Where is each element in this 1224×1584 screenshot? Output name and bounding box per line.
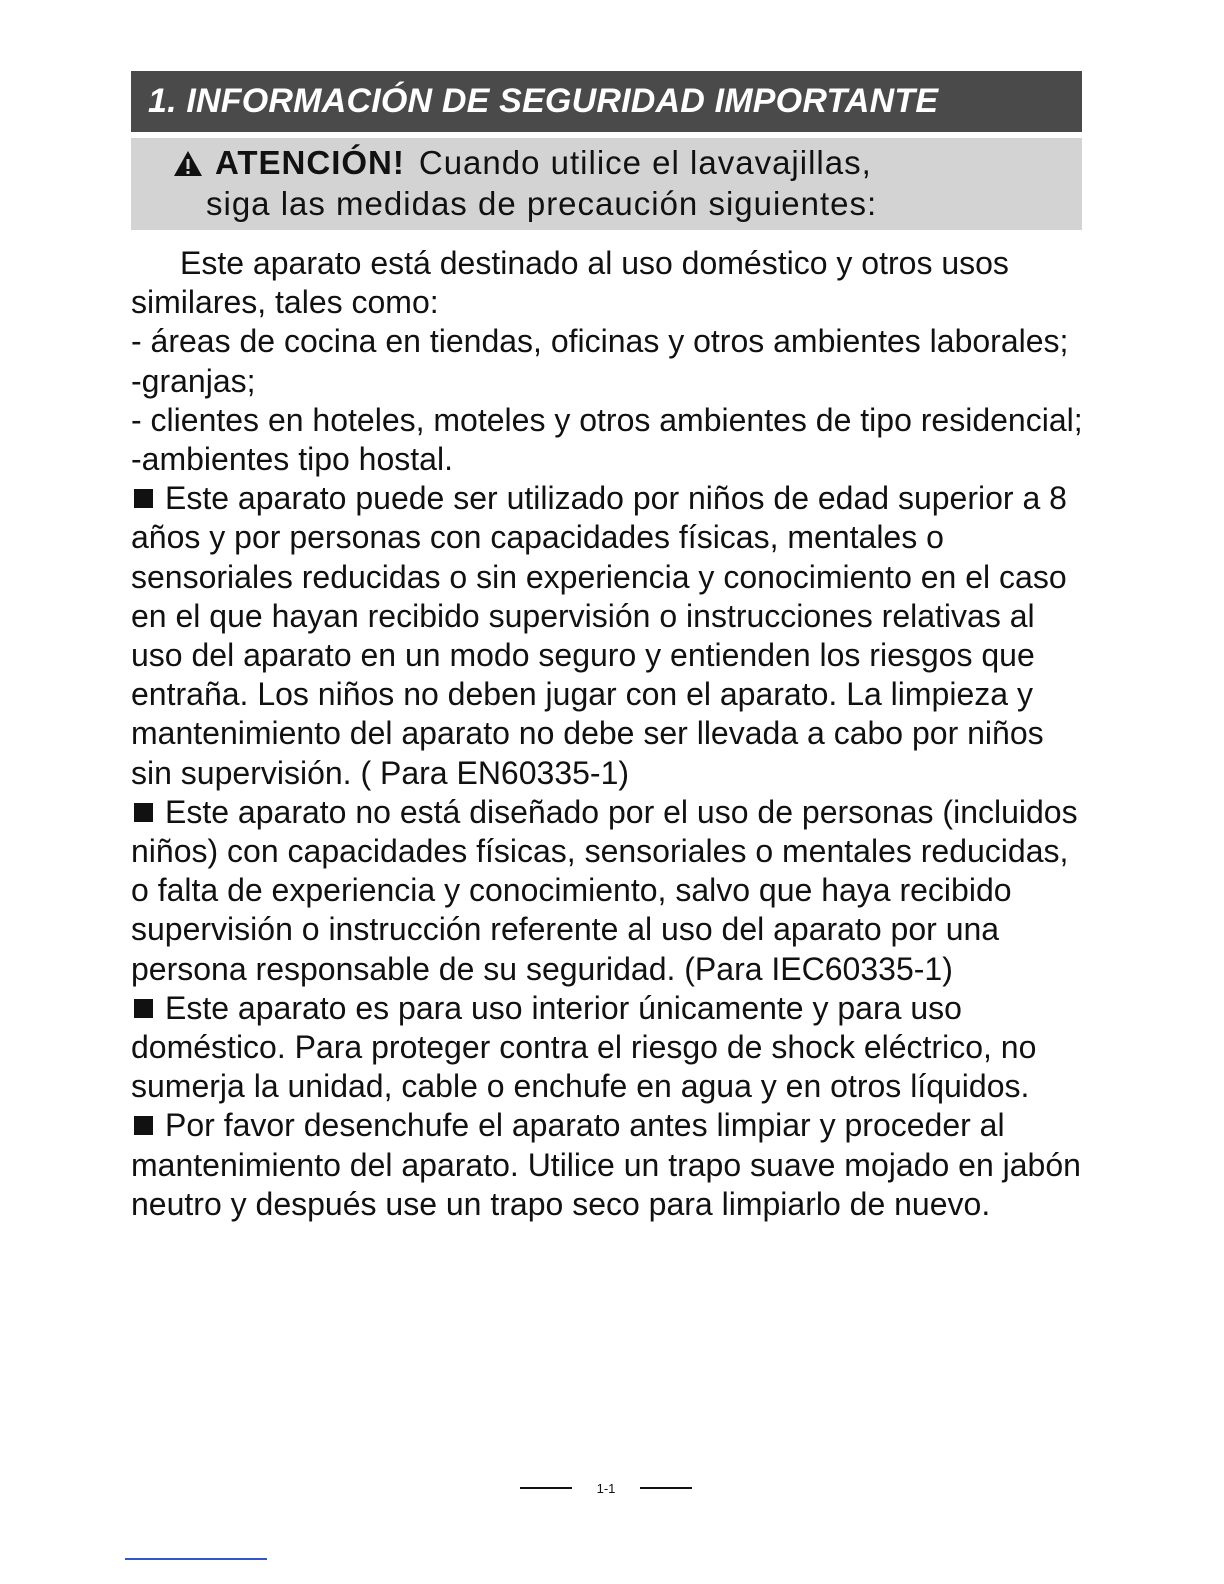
intro-item: - clientes en hoteles, moteles y otros ambientes de tipo residencial; [131,401,1083,438]
page-number: 1-1 [596,1480,616,1496]
section-title: 1. INFORMACIÓN DE SEGURIDAD IMPORTANTE [148,82,939,120]
warning-triangle-icon [171,146,205,180]
section-header [131,71,1082,132]
bullet-text: Este aparato no está diseñado por el uso de personas (incluidos niños) con capacidades físicas, sensoriales o mentales reducidas, o falta de experiencia y conocimiento, salvo que haya recibido supervisión o instrucción referente al uso del aparato por una persona responsable de su seguridad. (Para IEC60335-1) [131,793,1078,987]
intro-item: - áreas de cocina en tiendas, oficinas y otros ambientes laborales; [131,323,1069,360]
square-bullet-icon [134,489,153,508]
bullet-text: Por favor desenchufe el aparato antes limpiar y proceder al mantenimiento del aparato. Utilice un trapo suave mojado en jabón neutro y después use un trapo seco para limpiarlo de nuevo. [131,1107,1081,1222]
bullet-paragraph [131,793,1091,989]
square-bullet-icon [134,803,153,822]
safety-content [131,244,1091,1224]
square-bullet-icon [134,999,153,1018]
warning-line-1 [171,144,872,182]
bullet-paragraph [131,1106,1091,1224]
bottom-divider [125,1558,267,1560]
page-footer [520,1478,692,1498]
intro-item: -ambientes tipo hostal. [131,441,453,478]
bullet-paragraph [131,989,1091,1107]
warning-text-1: Cuando utilice el lavavajillas, [418,144,872,181]
warning-label: ATENCIÓN! [215,144,405,181]
bullet-paragraph [131,479,1091,793]
warning-box [131,138,1082,230]
footer-rule-right [640,1487,692,1489]
footer-rule-left [520,1487,572,1489]
bullet-text: Este aparato puede ser utilizado por niños de edad superior a 8 años y por personas con capacidades físicas, mentales o sensoriales reducidas o sin experiencia y conocimiento en el caso en el que hayan recibido supervisión o instrucciones relativas al uso del aparato en un modo seguro y entienden los riesgos que entraña. Los niños no deben jugar con el aparato. La limpieza y mantenimiento del aparato no debe ser llevada a cabo por niños sin supervisión. ( Para EN60335-1) [131,480,1067,791]
intro-text: Este aparato está destinado al uso doméstico y otros usos similares, tales como: [131,245,1009,321]
warning-text-2: siga las medidas de precaución siguientes: [206,185,878,222]
bullet-text: Este aparato es para uso interior únicamente y para uso doméstico. Para proteger contra el riesgo de shock eléctrico, no sumerja la unidad, cable o enchufe en agua y en otros líquidos. [131,989,1037,1105]
intro-item: -granjas; [131,362,256,399]
square-bullet-icon [134,1116,153,1135]
